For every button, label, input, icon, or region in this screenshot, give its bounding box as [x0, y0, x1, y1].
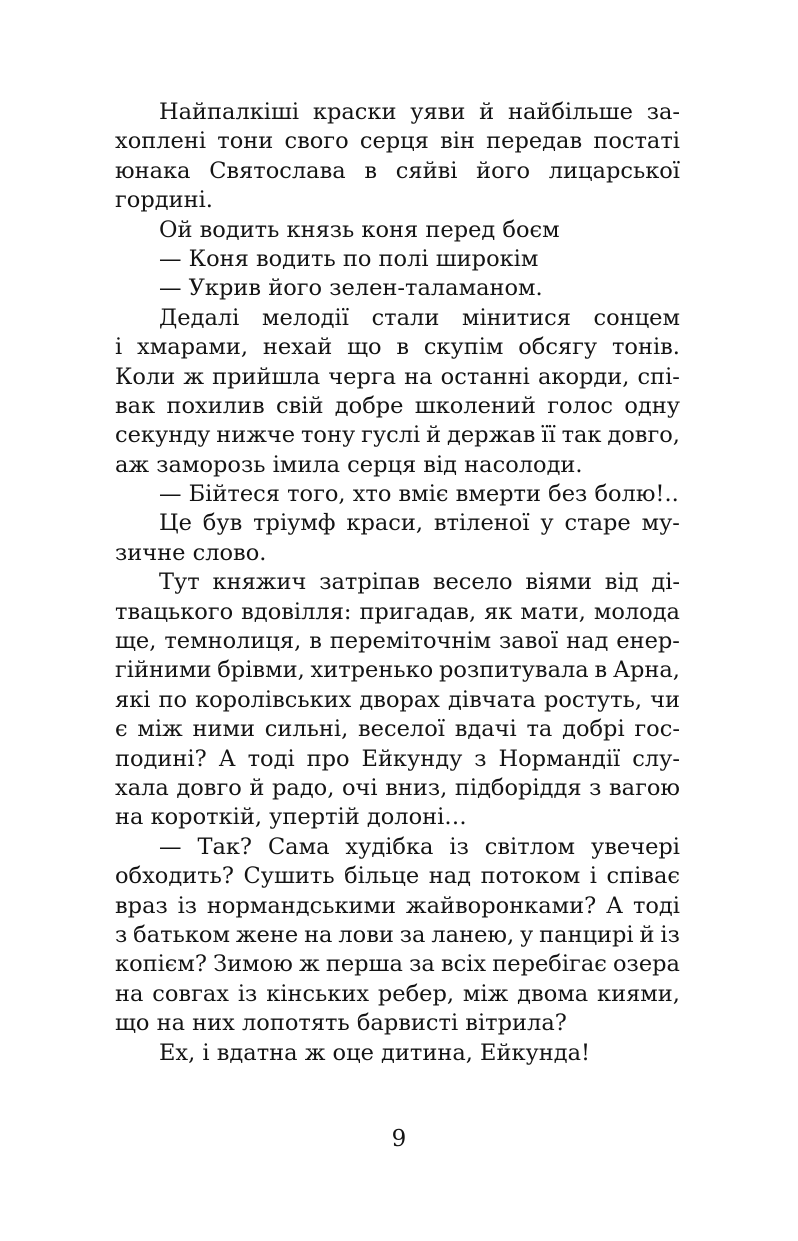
word: переміточнім	[329, 628, 492, 655]
word: Арна,	[612, 657, 680, 684]
word: дівчата	[448, 686, 536, 713]
word: вдачі	[454, 716, 517, 743]
text-line	[115, 774, 680, 803]
text-line-content: — Укрив його зелен-таламаном.	[159, 275, 543, 302]
text-line	[115, 98, 680, 127]
text-line-content: що на них лопотять барвисті вітрила?	[115, 1010, 567, 1037]
word: на	[404, 363, 433, 390]
word: гуслі	[361, 422, 421, 449]
text-line	[115, 127, 680, 156]
word: чи	[650, 686, 680, 713]
text-line	[115, 598, 680, 627]
text-line	[115, 833, 680, 862]
word: вдовілля:	[241, 598, 352, 625]
word: лицарської	[548, 157, 680, 184]
word: одну	[624, 392, 680, 419]
text-line	[115, 862, 680, 891]
word: ді-	[651, 569, 680, 596]
word: киями,	[597, 980, 680, 1007]
word: тріумф	[253, 510, 336, 537]
word: з	[474, 745, 487, 772]
word: є	[115, 716, 128, 743]
text-line	[115, 304, 680, 333]
word: тонів.	[611, 334, 680, 361]
text-line	[115, 950, 680, 979]
word: жене	[235, 921, 299, 948]
word: Тут	[159, 569, 200, 596]
word: на	[304, 921, 333, 948]
word: хитренько	[310, 657, 434, 684]
word: —	[159, 833, 182, 860]
word: і	[115, 334, 123, 361]
word: за	[399, 921, 426, 948]
word: скупім	[423, 334, 504, 361]
word: сильні,	[264, 716, 349, 743]
word: тони	[217, 128, 274, 155]
word: у	[520, 921, 534, 948]
word: королівських	[195, 686, 352, 713]
text-line	[115, 980, 680, 1009]
word: краси,	[346, 510, 424, 537]
text-line	[115, 686, 680, 715]
word: двома	[517, 980, 589, 1007]
text-line	[115, 1009, 680, 1038]
word: брівми,	[217, 657, 305, 684]
text-line	[115, 568, 680, 597]
word: потоком	[480, 863, 581, 890]
word: між	[137, 716, 183, 743]
word: Найпалкіші	[159, 99, 300, 125]
word: тоді	[247, 745, 295, 772]
text-line-content: Ех, і вдатна ж оце дитина, Ейкунда!	[159, 1039, 591, 1066]
word: прийшла	[212, 363, 321, 390]
word: очі	[341, 774, 378, 801]
text-line	[115, 803, 680, 832]
word: Сама	[267, 833, 330, 860]
word: дворах	[359, 686, 440, 713]
word: Ейкунду	[361, 745, 463, 772]
word: був	[202, 510, 243, 537]
word: добрі	[562, 716, 625, 743]
word: хмарами,	[137, 334, 249, 361]
word: хала	[115, 774, 169, 801]
word: постаті	[593, 128, 680, 155]
word: найбільше	[507, 99, 633, 125]
word: Сушить	[243, 863, 335, 890]
word: ними	[192, 716, 256, 743]
word: юнака	[115, 157, 191, 184]
word: ланею,	[431, 921, 515, 948]
word: нормандськими	[206, 892, 397, 919]
word: нехай	[262, 334, 333, 361]
word: пригадав,	[359, 598, 477, 625]
word: з	[115, 921, 128, 948]
word: серця	[359, 128, 429, 155]
word: голос	[547, 392, 614, 419]
text-line	[115, 921, 680, 950]
word: темнолиця,	[164, 628, 302, 655]
word: свого	[284, 128, 349, 155]
word: довго	[176, 774, 242, 801]
word: Святослава	[209, 157, 346, 184]
word: подині?	[115, 745, 207, 772]
text-line-content: — Бійтеся того, хто вміє вмерти без болю!..	[159, 481, 679, 508]
word: втіленої	[433, 510, 530, 537]
word: вагою	[608, 774, 680, 801]
word: ж	[298, 951, 320, 978]
word: батьком	[133, 921, 230, 948]
word: підборіддя	[454, 774, 582, 801]
word: молода	[593, 598, 680, 625]
word: більце	[344, 863, 420, 890]
word: школений	[414, 392, 536, 419]
word: про	[306, 745, 350, 772]
text-line	[115, 509, 680, 538]
word: перша	[325, 951, 403, 978]
word: у	[540, 510, 554, 537]
word: нижче	[216, 422, 296, 449]
word: черга	[328, 363, 397, 390]
word: сонцем	[593, 304, 680, 331]
word: як	[484, 598, 513, 625]
text-line	[115, 245, 680, 274]
text-line	[115, 421, 680, 450]
word: акорди,	[537, 363, 630, 390]
word: ребер,	[377, 980, 455, 1007]
text-line	[115, 627, 680, 656]
word: і	[589, 863, 597, 890]
word: довго,	[607, 422, 680, 449]
text-line	[115, 186, 680, 215]
word: в	[396, 334, 410, 361]
word: передав	[486, 128, 583, 155]
word: му-	[641, 510, 680, 537]
word: які	[115, 686, 151, 713]
word: її	[541, 422, 556, 449]
word: що	[347, 334, 382, 361]
page-number: 9	[391, 1126, 407, 1152]
word: перебігає	[492, 951, 607, 978]
word: увечері	[590, 833, 680, 860]
word: стали	[371, 304, 440, 331]
word: в	[364, 157, 378, 184]
word: Нормандії	[498, 745, 621, 772]
word: із	[177, 892, 198, 919]
text-line-content: аж заморозь імила серця від насолоди.	[115, 451, 583, 478]
word: радо,	[272, 774, 335, 801]
word: над	[566, 628, 609, 655]
word: слу-	[632, 745, 680, 772]
word: останні	[440, 363, 530, 390]
word: хоплені	[115, 128, 207, 155]
word: енер-	[616, 628, 680, 655]
word: обходить?	[115, 863, 234, 890]
word: ж	[183, 363, 205, 390]
word: тону	[300, 422, 356, 449]
word: краски	[312, 99, 397, 125]
word: й	[639, 921, 655, 948]
word: ще,	[115, 628, 157, 655]
word: мінитися	[461, 304, 571, 331]
word: й	[426, 422, 442, 449]
word: за	[409, 951, 435, 978]
text-line-content: Ой водить князь коня перед боєм	[159, 216, 560, 243]
word: секунду	[115, 422, 211, 449]
text-line	[115, 157, 680, 186]
text-line	[115, 451, 680, 480]
word: тоді	[632, 892, 680, 919]
word: жайворонками?	[405, 892, 597, 919]
word: свій	[276, 392, 324, 419]
word: А	[218, 745, 236, 772]
word: Так?	[197, 833, 252, 860]
word: похилив	[166, 392, 265, 419]
word: веселої	[358, 716, 445, 743]
word: від	[604, 569, 639, 596]
word: старе	[564, 510, 631, 537]
word: мати,	[520, 598, 586, 625]
word: Дедалі	[159, 304, 240, 331]
body-text	[115, 98, 680, 1068]
word: та	[526, 716, 553, 743]
text-line-content: на короткій, упертій долоні…	[115, 804, 467, 831]
word: світлом	[484, 833, 576, 860]
word: по	[158, 686, 188, 713]
word: між	[462, 980, 509, 1007]
word: в	[594, 657, 608, 684]
word: озера	[613, 951, 680, 978]
text-line	[115, 656, 680, 685]
word: А	[606, 892, 624, 919]
text-line	[115, 392, 680, 421]
word: панцирі	[539, 921, 634, 948]
word: добре	[334, 392, 404, 419]
word: й	[249, 774, 265, 801]
word: розпитувала	[439, 657, 589, 684]
word: мелодії	[262, 304, 349, 331]
text-line	[115, 1039, 680, 1068]
word: з	[589, 774, 602, 801]
word: кінських	[266, 980, 370, 1007]
word: завої	[499, 628, 559, 655]
word: всіх	[440, 951, 487, 978]
word: лови	[338, 921, 394, 948]
text-line	[115, 539, 680, 568]
word: Зимою	[213, 951, 293, 978]
word: весело	[432, 569, 513, 596]
text-line-content: — Коня водить по полі широкім	[159, 245, 539, 272]
word: твацького	[115, 598, 234, 625]
word: уяви	[410, 99, 466, 125]
word: держав	[447, 422, 536, 449]
text-line	[115, 715, 680, 744]
word: вниз,	[385, 774, 448, 801]
word: совгах	[152, 980, 229, 1007]
word: княжич	[212, 569, 307, 596]
word: враз	[115, 892, 168, 919]
word: так	[561, 422, 602, 449]
word: Це	[159, 510, 192, 537]
text-line-content: гордині.	[115, 187, 213, 214]
word: гос-	[634, 716, 680, 743]
word: Коли	[115, 363, 176, 390]
word: копієм?	[115, 951, 207, 978]
word: співає	[606, 863, 680, 890]
text-line	[115, 892, 680, 921]
word: на	[115, 980, 144, 1007]
word: обсягу	[518, 334, 598, 361]
word: в	[309, 628, 322, 655]
word: ростуть,	[543, 686, 643, 713]
text-line	[115, 745, 680, 774]
word: худібка	[345, 833, 434, 860]
word: із	[660, 921, 680, 948]
word: за-	[646, 99, 680, 125]
word: спі-	[637, 363, 680, 390]
text-line-content: зичне слово.	[115, 539, 267, 566]
text-line	[115, 333, 680, 362]
text-line	[115, 480, 680, 509]
word: із	[449, 833, 469, 860]
word: сяйві	[395, 157, 458, 184]
text-line	[115, 363, 680, 392]
word: й	[479, 99, 495, 125]
word: із	[237, 980, 258, 1007]
word: над	[428, 863, 472, 890]
word: затріпав	[319, 569, 420, 596]
text-line	[115, 274, 680, 303]
word: вак	[115, 392, 156, 419]
word: він	[440, 128, 475, 155]
text-line	[115, 216, 680, 245]
word: його	[476, 157, 531, 184]
word: гійними	[115, 657, 212, 684]
word: віями	[525, 569, 592, 596]
